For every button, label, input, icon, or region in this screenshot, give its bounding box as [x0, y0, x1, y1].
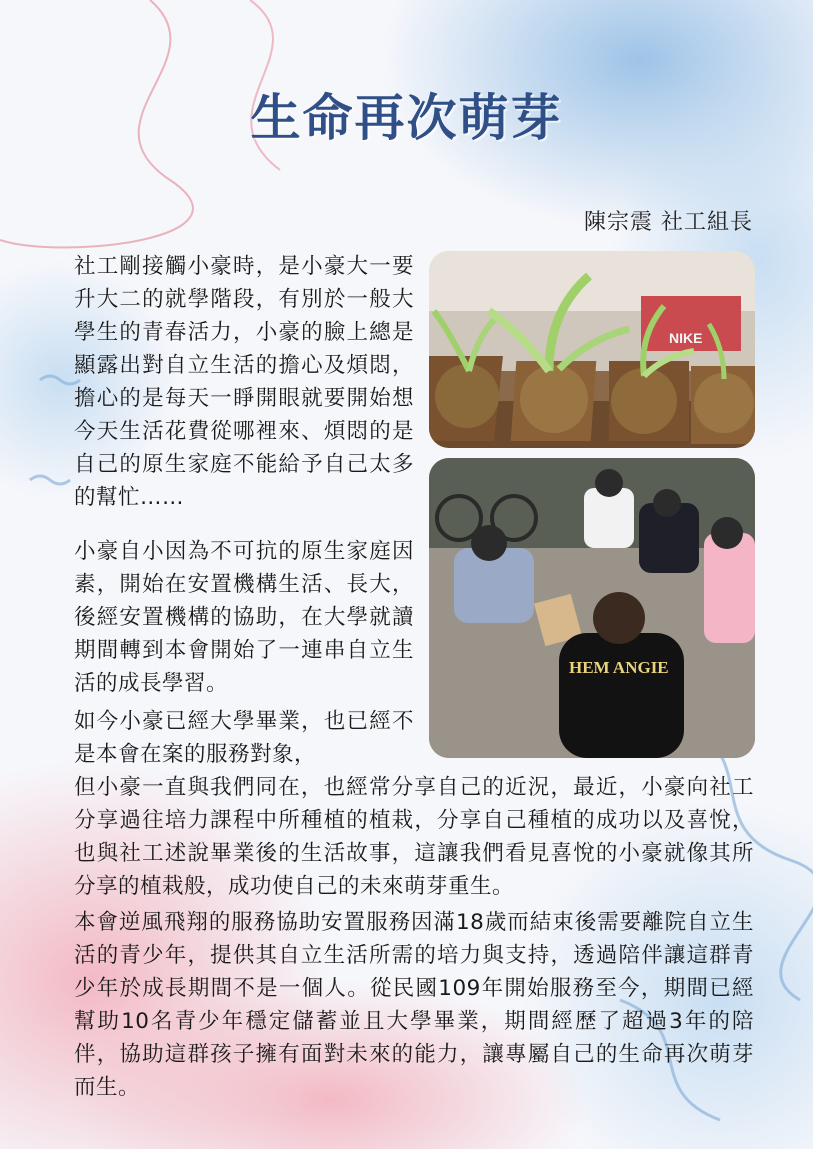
- paragraph-3-start: 如今小豪已經大學畢業，也已經不是本會在案的服務對象，: [74, 709, 414, 767]
- paragraph-4: 本會逆風飛翔的服務協助安置服務因滿18歲而結束後需要離院自立生活的青少年，提供其自立生活所需的培力與支持，透過陪伴讓這群青少年於成長期間不是一個人。從民國109年開始服務至今，期間已經幫助10名青少年穩定儲蓄並且大學畢業，期間經歷了超過3年的陪伴，協助這群孩子擁有面對未來的能力，讓專屬自己的生命再次萌芽而生。: [74, 910, 754, 1100]
- nike-box-label: NIKE: [669, 330, 703, 346]
- page-title: 生命再次萌芽: [250, 89, 563, 147]
- shirt-text: HEM ANGIE: [569, 658, 669, 677]
- activity-photo: [429, 458, 755, 758]
- author-byline: 陳宗震 社工組長: [584, 210, 753, 235]
- paragraph-2: 小豪自小因為不可抗的原生家庭因素，開始在安置機構生活、長大，後經安置機構的協助，在大學就讀期間轉到本會開始了一連串自立生活的成長學習。: [74, 539, 414, 696]
- paragraph-3-continued: 但小豪一直與我們同在，也經常分享自己的近況，最近，小豪向社工分享過往培力課程中所種植的植栽，分享自己種植的成功以及喜悅，也與社工述說畢業後的生活故事，這讓我們看見喜悅的小豪就像其所分享的植栽般，成功使自己的未來萌芽重生。: [74, 775, 754, 899]
- plants-photo: [429, 251, 755, 448]
- paragraph-1: 社工剛接觸小豪時，是小豪大一要升大二的就學階段，有別於一般大學生的青春活力，小豪的臉上總是顯露出對自立生活的擔心及煩悶，擔心的是每天一睜開眼就要開始想今天生活花費從哪裡來、煩悶的是自己的原生家庭不能給予自己太多的幫忙……: [74, 254, 414, 510]
